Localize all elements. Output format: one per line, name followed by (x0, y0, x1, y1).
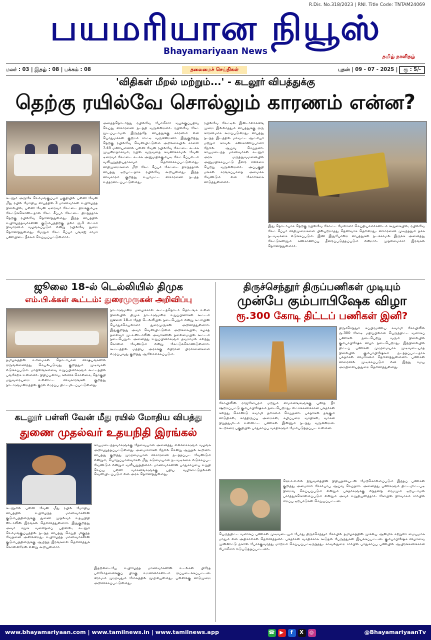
story3-photo (6, 443, 92, 505)
lead-column-2: அதைத்தொடர்ந்து ரயில்வே போலீசார் வழக்குப்பதிவு செய்து விசாரணை நடத்தி வருகின்றனர். ரயில்வே கேட் மூடப்படாமல் இருந்ததே விபத்துக்கு காரணம் என பொதுமக்கள் குற்றம் சாட்டி வருகின்றனர். இதுகுறித்து தெற்கு ரயில்வே வெளியிட்டுள்ள அறிக்கையில் காலை 7.45 மணியளவில் பள்ளி வேன் ரயில்வே கேட்டை கடக்க முயன்றதாகவும், ரயில் வருவதை கவனிக்காமல் வேன் டிரைவர் கேட்டை கடக்க அனுமதிக்கும்படி கேட் கீப்பரிடம் வலியுறுத்தியதாகவும் தெரிவிக்கப்பட்டுள்ளது. விதிமுறைகளை மீறி கேட் கீப்பர் கேட்டை திறந்ததால் விபத்து ஏற்பட்டதாக ரயில்வே கூறியுள்ளது. இந்த விவகாரம் குறித்து உயர்மட்ட விசாரணை நடத்த உத்தரவிடப்பட்டுள்ளது. (103, 121, 199, 184)
table-shape (15, 331, 99, 345)
section-divider (6, 279, 425, 280)
newspaper-tag: தமிழ் நாளிதழ் (382, 54, 415, 60)
face-shape (230, 488, 248, 506)
registration-line: R.Dis. No.318/2023 | RNI. Title Code: TNTAM24069 (308, 3, 425, 8)
x-icon[interactable]: X (298, 629, 306, 637)
lead-kicker: 'விதிகள் மீறல் மற்றும்...' - கடலூர் விபத்துக்கு (115, 77, 316, 88)
story3-text-1: கடலூரில் பள்ளி வேன் மீது ரயில் மோதிய விபத்தில் உயிரிழந்த மாணவர்களின் குடும்பத்தினருக்கு துணை முதல்வர் உதயநிதி ஸ்டாலின் இரங்கல் தெரிவித்துள்ளார். இதுகுறித்து அவர் சமூக வலைதளப் பதிவில், கடலூர் செம்மங்குப்பத்தில் நடந்த விபத்து செய்தி மிகுந்த வேதனை அளிக்கிறது. உயிரிழந்த மாணவர்களின் குடும்பத்தினருக்கு ஆழ்ந்த இரங்கலை தெரிவித்துக் கொள்கிறேன் என்று கூறியுள்ளார். (6, 506, 90, 550)
story4-headline-2: முன்பே கும்பாபிஷேக விழா (237, 294, 407, 309)
footer-handle[interactable]: @BhayamariyaanTv (364, 629, 426, 636)
person-head (32, 455, 66, 475)
story2-headline-2: எம்.பி.க்கள் கூட்டம்: துரைமுருகன் அறிவிப்பு (25, 295, 192, 304)
story2-text-2: தமிழகத்தின் உரிமைகள் தொடர்பான விஷயங்களில் ஒருங்கிணைந்து செயல்படுவது குறித்தும் முடிவுகள் எடுக்கப்படும். மாநிலங்களவை உறுப்பினர்களும் கூட்டத்தில் பங்கேற்க உள்ளனர். நிதிப்பகிர்வு, கல்விக் கொள்கை, தொகுதி மறுவரையறை உள்ளிட்ட விவகாரங்கள் குறித்து நாடாளுமன்றத்தில் குரல் எழுப்ப திட்டமிடப்பட்டுள்ளது. (6, 358, 106, 387)
story4-headline-1: திருச்செந்தூர் திருப்பணிகள் முடியும் (243, 282, 401, 293)
footer-bar (0, 625, 431, 640)
facebook-icon[interactable]: f (288, 629, 296, 637)
story4-headline-3: ரூ.300 கோடி திட்டப் பணிகள் இனி? (236, 311, 408, 322)
lead-column-4: இது தொடர்பாக தெற்கு ரயில்வே கோட்ட மேலாளர் செய்தியாளர்களிடம் கூறுகையில், ரயில்வே கேட் கீப்பர் விதிமுறைகளை பின்பற்றாதது தெளிவாக தெரிகிறது. விசாரணை முடிந்ததும் தக்க நடவடிக்கை எடுக்கப்படும். இனி இதுபோன்ற விபத்துகள் நடக்காமல் இருக்க அனைத்து கேட்டுகளிலும் கண்காணிப்பு தீவிரப்படுத்தப்படும் என்றார். முதலமைச்சர் இரங்கல் தெரிவித்துள்ளார். (268, 224, 425, 248)
masthead (6, 10, 425, 62)
story3-headline-1: கடலூர் பள்ளி வேன் மீது ரயில் மோதிய விபத்து (14, 413, 203, 423)
story2-photo (6, 308, 108, 358)
table-shape (14, 154, 91, 176)
face-shape (252, 500, 270, 518)
section-label: தலைமைச் செய்திகள் (182, 66, 246, 74)
newspaper-title: பயமரியான நியூஸ் (50, 9, 381, 49)
column-divider (215, 282, 216, 622)
lead-photo-accident (268, 121, 427, 223)
story4-text-1: திருச்செந்தூர் சுப்பிரமணிய சுவாமி கோயிலில் ரூ.300 கோடி மதிப்பிலான பெருந்திட்ட வளாகப் பணிகள் நடைபெற்று வரும் நிலையில் கும்பாபிஷேக விழா நடைபெற்றது. இந்நிலையில் திட்டப் பணிகள் முழுமையாக முடிவடையாத நிலையில் கும்பாபிஷேகம் நடத்தப்பட்டதாக பக்தர்கள் விமர்சனம் தெரிவித்துள்ளனர். பணிகள் விரைவில் முடிக்கப்படும் என இந்து சமய அறநிலையத்துறை தெரிவித்துள்ளது. (339, 326, 425, 370)
lead-column-3: ரயில்வே கேட்டில் இன்டர்லாக்கிங் முறை இல்லாததும் விபத்துக்கு ஒரு காரணமாக கூறப்படுகிறது. விபத்து நடந்த இடத்தில் மாவட்ட ஆட்சியர் மற்றும் காவல் கண்காணிப்பாளர் நேரில் ஆய்வு செய்தனர். காயமடைந்த மாணவர்கள் கடலூர் அரசு மருத்துவமனையில் அனுமதிக்கப்பட்டு தீவிர சிகிச்சை பெற்று வருகின்றனர். அப்பகுதி மக்கள் சுரங்கப்பாதை அமைக்க வேண்டும் என கோரிக்கை விடுத்துள்ளனர். (204, 121, 264, 184)
story4-photo-2 (219, 479, 281, 531)
story4-text-4: பெருந்திட்ட வளாகப் பணிகள் முடிவடையும் போது திருச்செந்தூர் கோயில் தமிழகத்தின் முக்கிய ஆன்மிக சுற்றுலா மையமாக மாறும் என அதிகாரிகள் தெரிவித்தனர். பக்தர்கள் வசதிக்காக கூடுதல் பேருந்துகள் இயக்கப்பட்டன. கும்பாபிஷேக விழாவை முன்னிட்டு நகரில் போக்குவரத்து மாற்றம் செய்யப்பட்டிருந்தது. காவல்துறை சார்பில் பாதுகாப்பு பணியில் ஆயிரக்கணக்கான போலீசார் ஈடுபடுத்தப்பட்டனர். (219, 532, 425, 551)
date-text: புதன் | 09 - 07 - 2025 | (338, 66, 398, 73)
footer-websites[interactable]: www.bhayamariyaan.com | www.tamilnews.in | www.tamilnews.app (5, 629, 219, 636)
instagram-icon[interactable]: ◎ (309, 629, 314, 636)
phone-icon[interactable]: ☎ (268, 629, 275, 636)
lead-column-1: கடலூர் அருகே செம்மங்குப்பம் பகுதியில் பள்ளி வேன் மீது ரயில் மோதிய விபத்தில் 3 மாணவர்கள் உயிரிழந்த நிலையில், பள்ளி வேன் டிரைவர் கேட்டை திறக்கும்படி கேட்டுக்கொண்டதால் கேட் கீப்பர் கேட்டை திறந்ததாக தெற்கு ரயில்வே தெரிவித்துள்ளது. இந்த விபத்தில் உயிரிழந்தவர்களின் குடும்பத்திற்கு தலா ரூ.5 லட்சம் நிவாரணம் வழங்கப்படும் என்று ரயில்வே துறை தெரிவித்துள்ளது. மேலும் கேட் கீப்பர் பங்கஜ் சர்மா பணியிடை நீக்கம் செய்யப்பட்டுள்ளார். (6, 196, 98, 240)
issue-date (338, 67, 425, 73)
story3-text-3: இதற்கிடையே உயிரிழந்த மாணவர்களின் உடல்கள் பிரேத பரிசோதனைக்குப் பிறகு உறவினர்களிடம் ஒப்படைக்கப்பட்டன. கிராமம் முழுவதும் சோகத்தில் மூழ்கியுள்ளது. பள்ளிக்கு விடுமுறை அறிவிக்கப்பட்டுள்ளது. (94, 566, 211, 585)
price-badge: ரூ : 5/- (399, 66, 425, 74)
story4-photo-temple (219, 326, 337, 400)
gopuram-shape (269, 341, 288, 391)
issue-volume: மலர் : 03 | இதழ் : 08 | பக்கம் : 08 (6, 66, 92, 73)
person-body (22, 475, 76, 504)
issue-info-bar (6, 63, 425, 76)
newspaper-subtitle: Bhayamariyaan News (163, 47, 268, 57)
story3-headline-2: துணை முதல்வர் உதயநிதி இரங்கல் (19, 426, 198, 439)
story3-text-2: காயமடைந்தவர்களுக்கு தேவையான அனைத்து சிகிச்சைகளும் வழங்க அறிவுறுத்தப்பட்டுள்ளது. அமைச்சர்கள் நேரில் சென்று ஆறுதல் கூறினர். விபத்து குறித்து முழுமையான விசாரணை நடத்தப்பட வேண்டும் என்றும், பொறுப்பானவர்கள் மீது கடுமையான நடவடிக்கை எடுக்கப்பட வேண்டும் என்றும் வலியுறுத்தினார். மாணவர்களின் பாதுகாப்பை உறுதி செய்ய பள்ளி வாகனங்களுக்கு புதிய வழிகாட்டுதல்கள் வெளியிடப்படும் என அரசு தெரிவித்துள்ளது. (94, 443, 211, 477)
lead-photo-left (6, 121, 100, 195)
youtube-icon[interactable]: ▶ (278, 629, 286, 637)
story4-text-3: ஹெச்.சி.எல் நிறுவனத்தின் நிதியுதவியுடன் மேற்கொள்ளப்படும் இந்தப் பணிகள் குறித்து அமைச்சர் சேகர்பாபு ஆய்வு செய்தார். அனைத்து பணிகளும் திட்டமிட்டபடி நிறைவு செய்யப்படும் என்றும் பக்தர்களுக்கு எந்தவித சிரமமும் ஏற்படாமல் பார்த்துக்கொள்ளப்படும் என்றும் அவர் உறுதியளித்தார். கோயில் நிர்வாகம் சார்பில் சிறப்பு ஏற்பாடுகள் செய்யப்பட்டன. (283, 479, 425, 503)
section-divider (6, 410, 211, 411)
social-icons (268, 629, 316, 637)
story2-headline-1: ஜூலை 18-ல் டெல்லியில் திமுக (34, 282, 183, 293)
story4-text-2: கோயிலின் ராஜகோபுரம் மற்றும் விமானங்களுக்கு புனித நீர் ஊற்றப்பட்டு கும்பாபிஷேகம் நடைபெற்றது. லட்சக்கணக்கான பக்தர்கள் கலந்து கொண்டு சுவாமி தரிசனம் செய்தனர். பக்தர்கள் தங்கும் விடுதிகள், காத்திருப்பு அறைகள், கழிப்பறை வசதிகள், வாகன நிறுத்துமிடம் உள்ளிட்ட பணிகள் இன்னும் நடந்து வருகின்றன. கடற்கரை பகுதியில் பாதுகாப்பு வசதிகளும் மேம்படுத்தப்பட உள்ளன. (219, 401, 335, 430)
wrecked-van-shape (314, 152, 389, 196)
lead-headline: தெற்கு ரயில்வே சொல்லும் காரணம் என்ன? (15, 90, 416, 114)
story2-text-1: நாடாளுமன்ற மழைக்கால கூட்டத்தொடர் தொடங்க உள்ள நிலையில் திமுக நாடாளுமன்ற உறுப்பினர்கள் கூட்டம் ஜூலை 18-ம் தேதி டெல்லியில் நடைபெறும் என்று கட்சியின் பொதுச்செயலாளர் துரைமுருகன் அறிவித்துள்ளார். இதுகுறித்து அவர் வெளியிட்டுள்ள அறிக்கையில், கழகத் தலைவர் மு.க.ஸ்டாலின் அவர்களின் தலைமையில் கூட்டம் நடைபெறும். அனைத்து உறுப்பினர்களும் தவறாமல் கலந்து கொள்ள வேண்டும் என்று கேட்டுக்கொண்டுள்ளார். கூட்டத்தில் மத்திய அரசுக்கு எதிரான பிரச்சனைகளை எழுப்புவது குறித்து ஆலோசிக்கப்படும். (110, 308, 210, 357)
